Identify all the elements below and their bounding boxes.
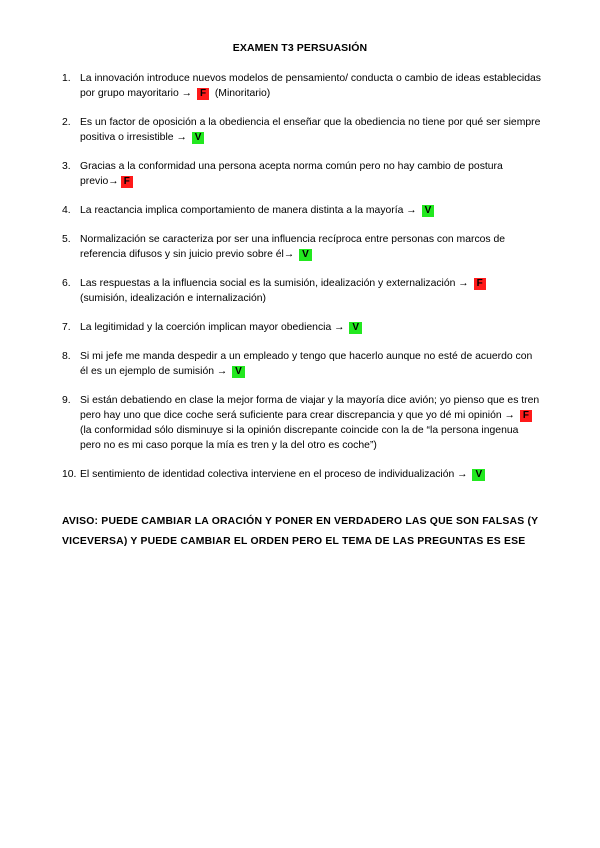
- false-answer-badge: F: [197, 88, 209, 100]
- true-answer-badge: V: [349, 322, 362, 334]
- question-number: 10.: [62, 469, 77, 480]
- question-number: 6.: [62, 278, 71, 289]
- true-answer-badge: V: [192, 132, 205, 144]
- question-item: [62, 159, 542, 189]
- question-note: (la conformidad sólo disminuye si la opinión discrepante coincide con la de “la persona ingenua pero no es mi caso porque la mía es tren y la del otro es coche”): [80, 425, 519, 451]
- question-text: Normalización se caracteriza por ser una influencia recíproca entre personas con marcos de referencia difusos y sin juicio previo sobre él→: [80, 234, 506, 260]
- question-number: 4.: [62, 205, 71, 216]
- question-text: Si están debatiendo en clase la mejor forma de viajar y la mayoría dice avión; yo pienso que es tren pero hay uno que dice coche será suficiente para crear discrepancia y que yo dé mi opinión →: [80, 395, 540, 421]
- question-note: (sumisión, idealización e internalización): [80, 293, 266, 304]
- question-text: Gracias a la conformidad una persona acepta norma común pero no hay cambio de postura previo→: [80, 161, 503, 187]
- question-number: 1.: [62, 73, 71, 84]
- true-answer-badge: V: [422, 205, 435, 217]
- question-text: La innovación introduce nuevos modelos de pensamiento/ conducta o cambio de ideas establecidas por grupo mayoritario →: [80, 73, 541, 99]
- question-text: Las respuestas a la influencia social es la sumisión, idealización y externalización →: [80, 278, 469, 289]
- question-list: [62, 71, 542, 496]
- question-text: El sentimiento de identidad colectiva interviene en el proceso de individualización →: [80, 469, 468, 480]
- true-answer-badge: V: [299, 249, 312, 261]
- question-note: (Minoritario): [214, 88, 271, 99]
- question-number: 5.: [62, 234, 71, 245]
- question-number: 9.: [62, 395, 71, 406]
- question-item: [62, 115, 542, 145]
- question-number: 2.: [62, 117, 71, 128]
- question-text: Es un factor de oposición a la obediencia el enseñar que la obediencia no tiene por qué ser siempre positiva o irresistible →: [80, 117, 541, 143]
- question-item: [62, 71, 542, 101]
- question-item: [62, 393, 542, 453]
- question-text: Si mi jefe me manda despedir a un empleado y tengo que hacerlo aunque no esté de acuerdo con él es un ejemplo de sumisión →: [80, 351, 533, 377]
- question-number: 3.: [62, 161, 71, 172]
- exam-notice: AVISO: PUEDE CAMBIAR LA ORACIÓN Y PONER EN VERDADERO LAS QUE SON FALSAS (Y VICEVERSA) Y PUEDE CAMBIAR EL ORDEN PERO EL TEMA DE LAS PREGUNTAS ES ESE: [62, 516, 539, 547]
- false-answer-badge: F: [121, 176, 133, 188]
- question-text: La reactancia implica comportamiento de manera distinta a la mayoría →: [80, 205, 417, 216]
- question-item: [62, 320, 542, 335]
- true-answer-badge: V: [232, 366, 245, 378]
- question-item: [62, 232, 542, 262]
- page-title: EXAMEN T3 PERSUASIÓN: [232, 42, 368, 54]
- question-item: [62, 276, 542, 306]
- false-answer-badge: F: [520, 410, 532, 422]
- question-number: 8.: [62, 351, 71, 362]
- true-answer-badge: V: [472, 469, 485, 481]
- false-answer-badge: F: [474, 278, 486, 290]
- question-item: [62, 203, 542, 218]
- question-text: La legitimidad y la coerción implican mayor obediencia →: [80, 322, 345, 333]
- question-number: 7.: [62, 322, 71, 333]
- question-item: [62, 467, 542, 482]
- question-item: [62, 349, 542, 379]
